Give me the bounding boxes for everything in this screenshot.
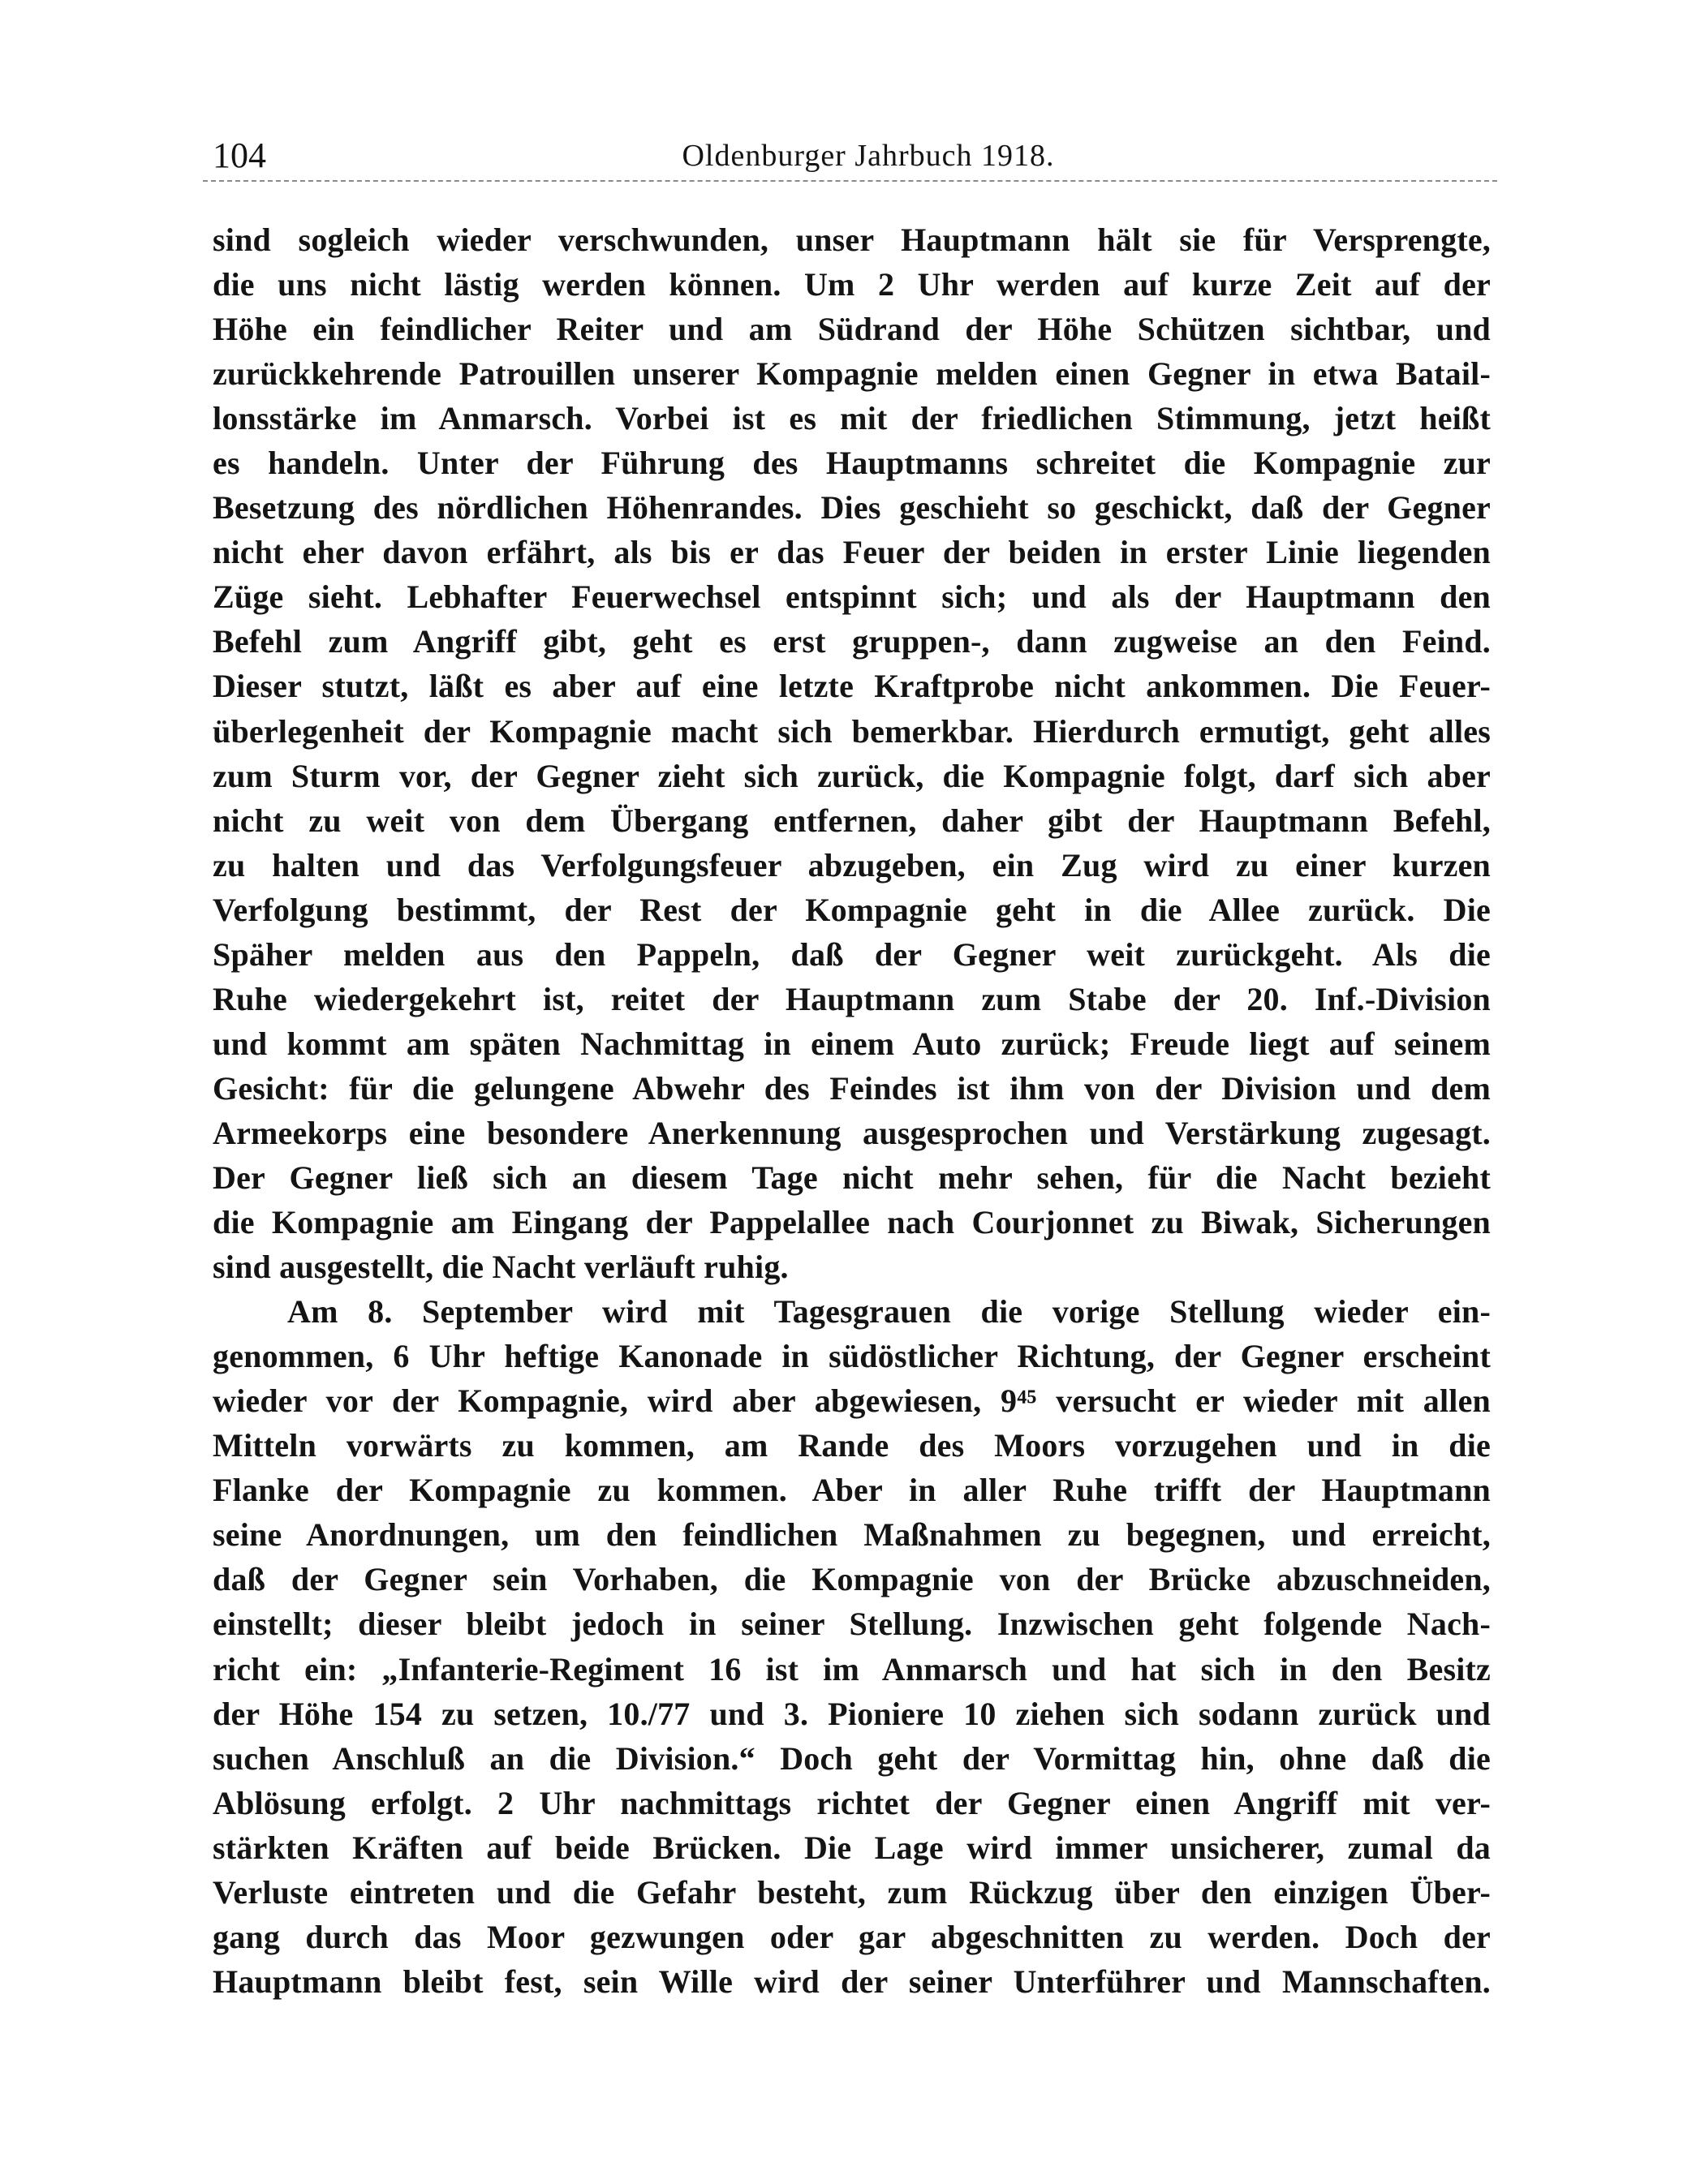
text-line: zum Sturm vor, der Gegner zieht sich zurück, die Kompagnie folgt, darf sich aber [213,757,1491,794]
text-line: lonsstärke im Anmarsch. Vorbei ist es mit der friedlichen Stimmung, jetzt heißt [213,400,1491,437]
text-line: Gesicht: für die gelungene Abwehr des Feindes ist ihm von der Division und dem [213,1069,1491,1107]
text-line: sind sogleich wieder verschwunden, unser Hauptmann hält sie für Versprengte, [213,221,1491,258]
text-line: Verluste eintreten und die Gefahr besteht, zum Rückzug über den einzigen Über- [213,1873,1491,1911]
text-line: stärkten Kräften auf beide Brücken. Die Lage wird immer unsicherer, zumal da [213,1829,1491,1866]
text-line: seine Anordnungen, um den feindlichen Maßnahmen zu begegnen, und erreicht, [213,1516,1491,1554]
text-line: Höhe ein feindlicher Reiter und am Südrand der Höhe Schützen sichtbar, und [213,311,1491,348]
text-line: Dieser stutzt, läßt es aber auf eine letzte Kraftprobe nicht ankommen. Die Feuer- [213,668,1491,705]
text-line: überlegenheit der Kompagnie macht sich bemerkbar. Hierdurch ermutigt, geht alles [213,712,1491,750]
text-line: zu halten und das Verfolgungsfeuer abzugeben, ein Zug wird zu einer kurzen [213,846,1491,883]
text-line: Verfolgung bestimmt, der Rest der Kompagnie geht in die Allee zurück. Die [213,891,1491,928]
text-line: Befehl zum Angriff gibt, geht es erst gruppen-, dann zugweise an den Feind. [213,623,1491,660]
running-title: Oldenburger Jahrbuch 1918. [682,139,1055,173]
text-line: genommen, 6 Uhr heftige Kanonade in südöstlicher Richtung, der Gegner erscheint [213,1338,1491,1375]
text-line: einstellt; dieser bleibt jedoch in seiner Stellung. Inzwischen geht folgende Nach- [213,1606,1491,1643]
text-line: Späher melden aus den Pappeln, daß der Gegner weit zurückgeht. Als die [213,935,1491,973]
text-line: der Höhe 154 zu setzen, 10./77 und 3. Pioniere 10 ziehen sich sodann zurück und [213,1695,1491,1732]
text-line: sind ausgestellt, die Nacht verläuft ruhig. [213,1249,789,1286]
header-rule [203,180,1497,182]
text-line: suchen Anschluß an die Division.“ Doch geht der Vormittag hin, ohne daß die [213,1739,1491,1777]
text-line: und kommt am späten Nachmittag in einem Auto zurück; Freude liegt auf seinem [213,1025,1491,1062]
text-line: Am 8. September wird mit Tagesgrauen die vorige Stellung wieder ein- [287,1293,1491,1331]
text-line: wieder vor der Kompagnie, wird aber abgewiesen, 9⁴⁵ versucht er wieder mit allen [213,1382,1491,1420]
text-line: die Kompagnie am Eingang der Pappelallee nach Courjonnet zu Biwak, Sicherungen [213,1204,1491,1241]
text-line: daß der Gegner sein Vorhaben, die Kompagnie von der Brücke abzuschneiden, [213,1561,1491,1598]
text-line: richt ein: „Infanterie-Regiment 16 ist im Anmarsch und hat sich in den Besitz [213,1650,1491,1687]
text-line: gang durch das Moor gezwungen oder gar abgeschnitten zu werden. Doch der [213,1918,1491,1955]
text-line: nicht eher davon erfährt, als bis er das Feuer der beiden in erster Linie liegenden [213,534,1491,571]
text-line: Züge sieht. Lebhafter Feuerwechsel entspinnt sich; und als der Hauptmann den [213,578,1491,616]
text-line: Besetzung des nördlichen Höhenrandes. Dies geschieht so geschickt, daß der Gegner [213,489,1491,527]
text-line: Hauptmann bleibt fest, sein Wille wird der seiner Unterführer und Mannschaften. [213,1963,1491,2000]
body-text [213,217,1491,2004]
text-line: Ablösung erfolgt. 2 Uhr nachmittags richtet der Gegner einen Angriff mit ver- [213,1784,1491,1821]
text-line: die uns nicht lästig werden können. Um 2 Uhr werden auf kurze Zeit auf der [213,266,1491,303]
text-line: es handeln. Unter der Führung des Hauptmanns schreitet die Kompagnie zur [213,445,1491,482]
text-line: Ruhe wiedergekehrt ist, reitet der Hauptmann zum Stabe der 20. Inf.-Division [213,980,1491,1017]
text-line: Mitteln vorwärts zu kommen, am Rande des Moors vorzugehen und in die [213,1427,1491,1464]
page-number: 104 [213,135,266,175]
text-line: Flanke der Kompagnie zu kommen. Aber in aller Ruhe trifft der Hauptmann [213,1472,1491,1509]
text-line: Armeekorps eine besondere Anerkennung ausgesprochen und Verstärkung zugesagt. [213,1114,1491,1151]
text-line: nicht zu weit von dem Übergang entfernen, daher gibt der Hauptmann Befehl, [213,802,1491,839]
text-line: Der Gegner ließ sich an diesem Tage nicht mehr sehen, für die Nacht bezieht [213,1159,1491,1196]
text-line: zurückkehrende Patrouillen unserer Kompagnie melden einen Gegner in etwa Batail- [213,355,1491,393]
